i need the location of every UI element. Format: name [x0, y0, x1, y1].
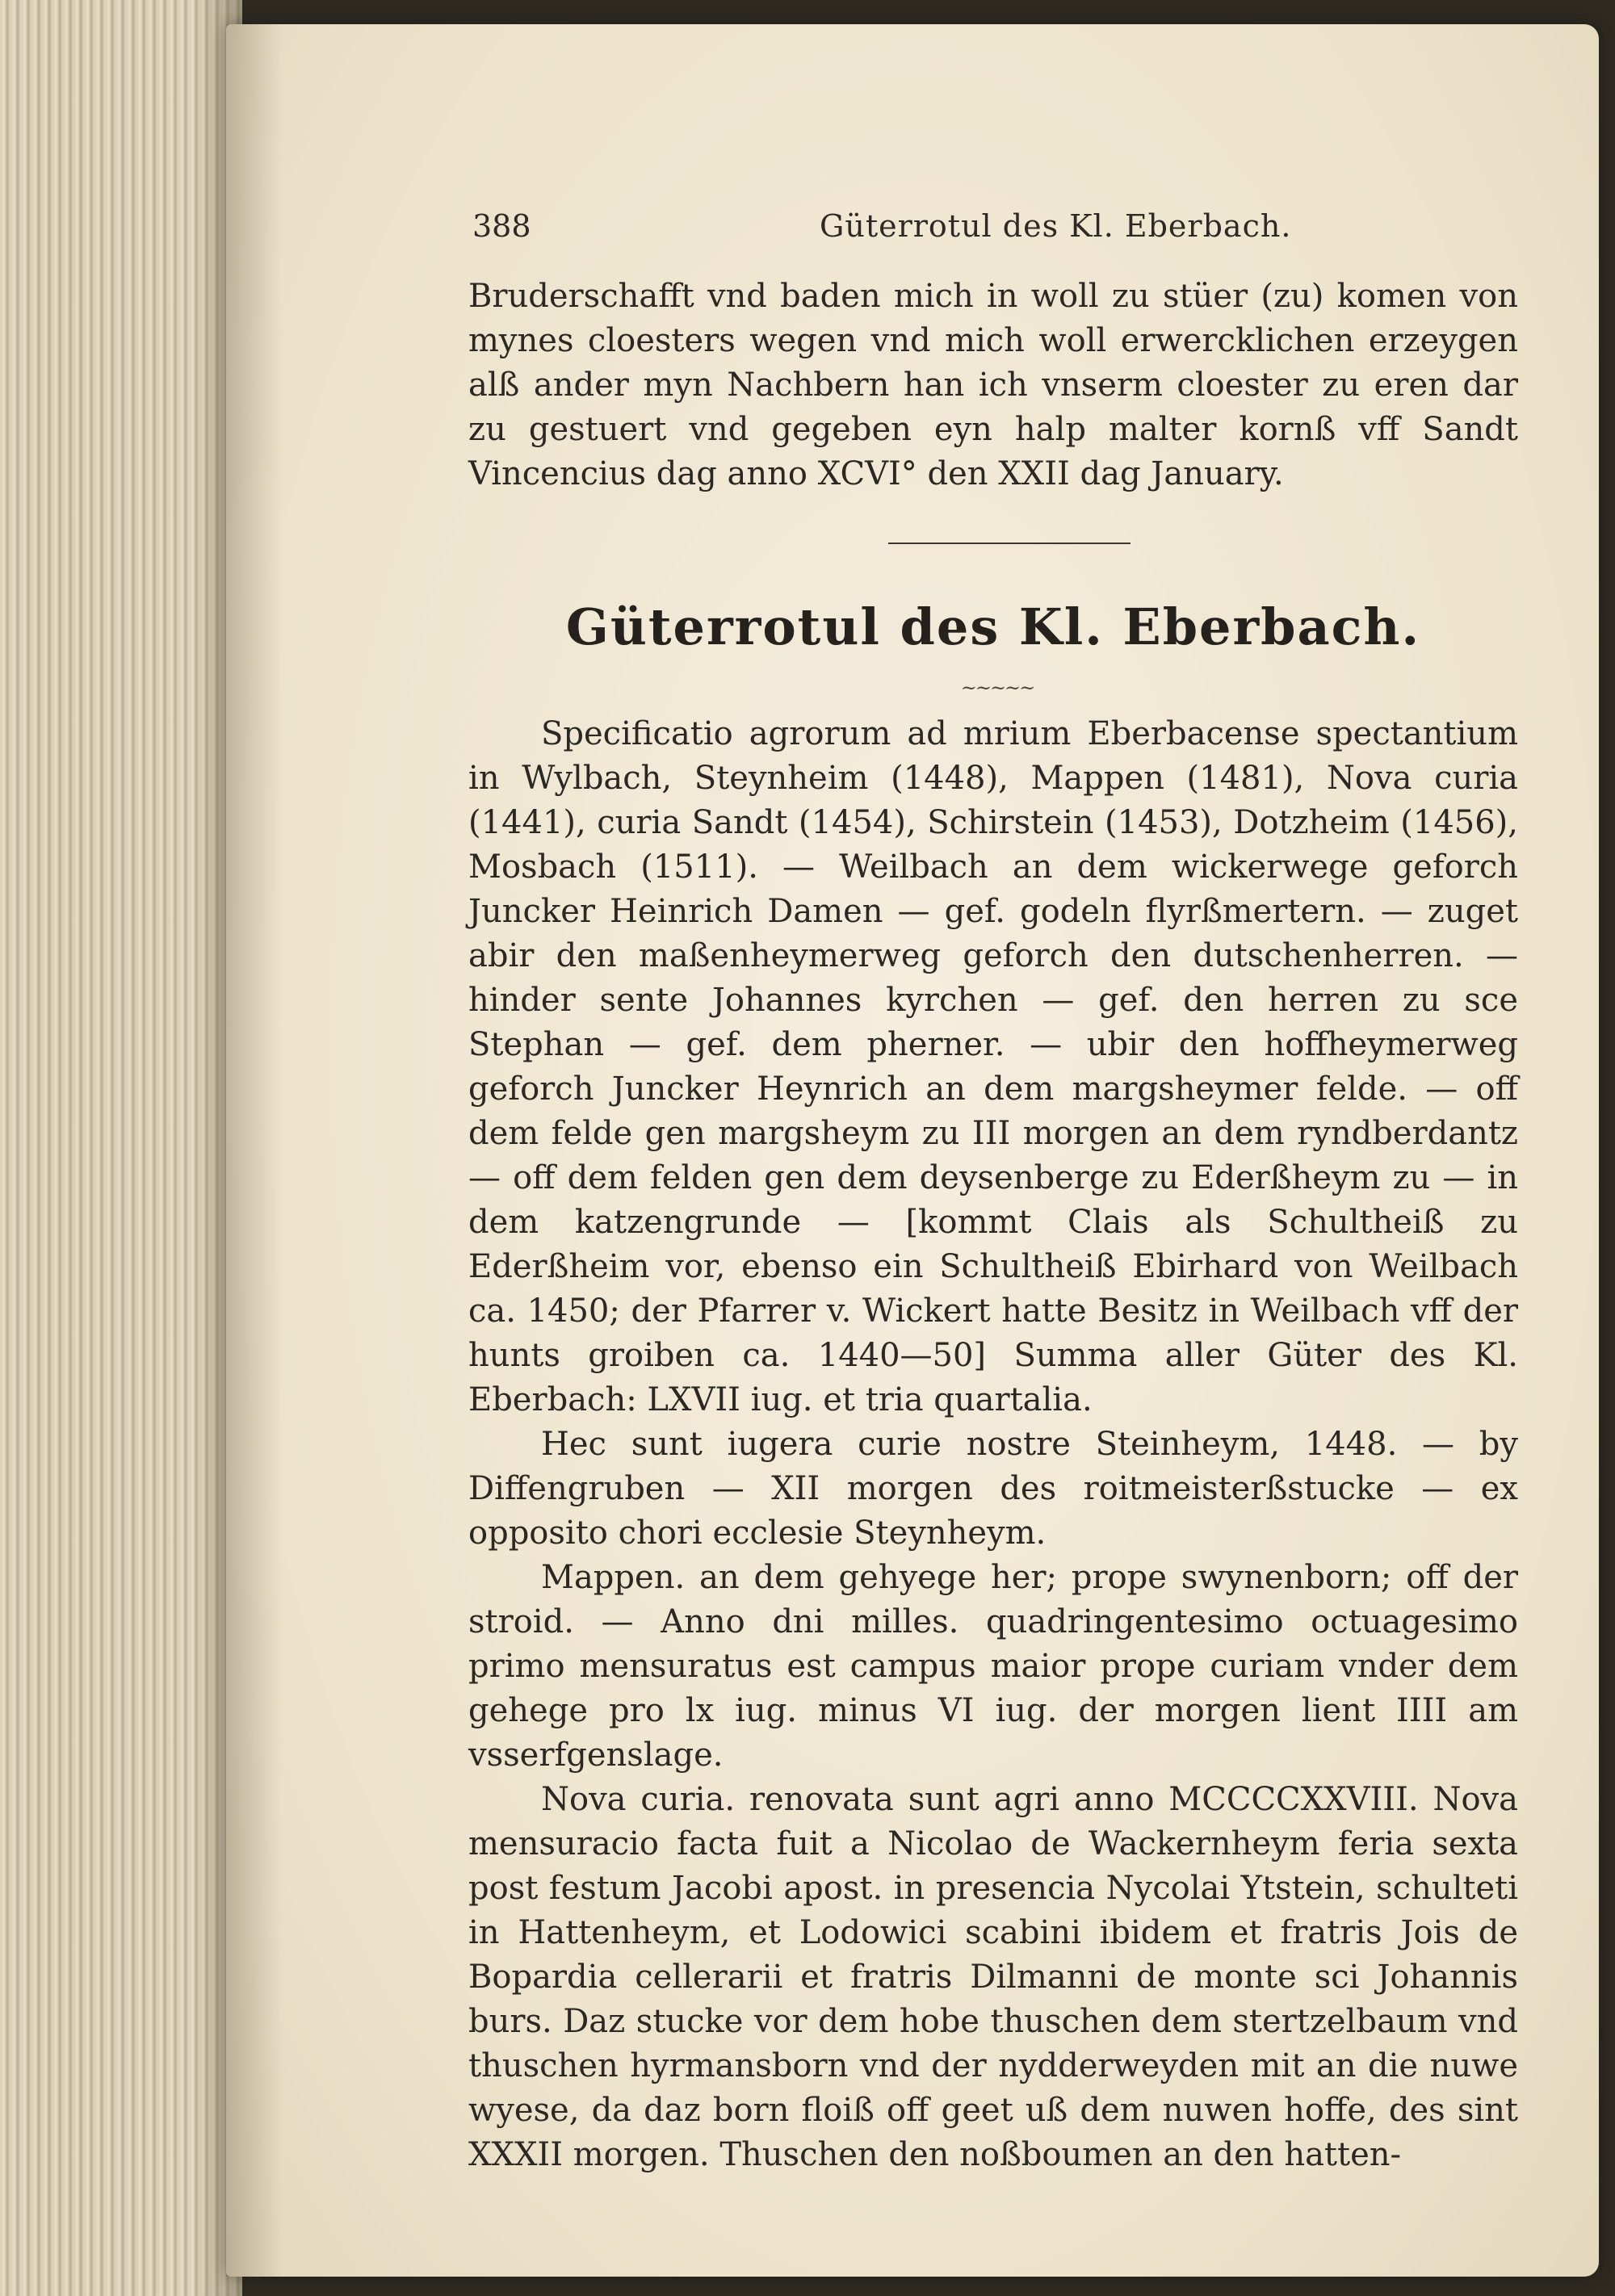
body-paragraph: Mappen. an dem gehyege her; prope swynenborn; off der stroid. — Anno dni milles. quadringentesimo octuagesimo primo mensuratus est campus maior prope curiam vnder dem gehege pro lx iug. minus VI iug. der morgen lient IIII am vsserfgenslage.: [468, 1559, 1518, 1774]
section-title: Güterrotul des Kl. Eberbach.: [565, 597, 1421, 656]
body-paragraph: Specificatio agrorum ad mrium Eberbacense spectantium in Wylbach, Steynheim (1448), Mappen (1481), Nova curia (1441), curia Sandt (1454), Schirstein (1453), Dotzheim (1456), Mosbach (1511). — Weilbach an dem wickerwege geforch Juncker Heinrich Damen — gef. godeln flyrßmertern. — zuget abir den maßenheymerweg geforch den dutschenherren. — hinder sente Johannes kyrchen — gef. den herren zu sce Stephan — gef. dem pherner. — ubir den hoffheymerweg geforch Juncker Heynrich an dem margsheymer felde. — off dem felde gen margsheym zu III morgen an dem ryndberdantz — off dem felden gen dem deysenberge zu Ederßheym zu — in dem katzengrunde — [kommt Clais als Schultheiß zu Ederßheim vor, ebenso ein Schultheiß Ebirhard von Weilbach ca. 1450; der Pfarrer v. Wickert hatte Besitz in Weilbach vff der hunts groiben ca. 1440—50] Summa aller Güter des Kl. Eberbach: LXVII iug. et tria quartalia.: [468, 715, 1518, 1418]
section-divider: [888, 543, 1130, 544]
running-head: Güterrotul des Kl. Eberbach.: [820, 208, 1292, 244]
previous-paragraph: Bruderschafft vnd baden mich in woll zu stüer (zu) komen von mynes cloesters wegen vnd mich woll erwercklichen erzeygen alß ander myn Nachbern han ich vnserm cloester zu eren dar zu gestuert vnd gegeben eyn halp malter kornß vff Sandt Vincencius dag anno XCVI° den XXII dag January.: [468, 278, 1518, 492]
previous-section-text: [468, 274, 1518, 496]
section-body: [468, 712, 1518, 2177]
page-number: 388: [472, 208, 531, 244]
body-paragraph: Hec sunt iugera curie nostre Steinheym, 1448. — by Diffengruben — XII morgen des roitmeisterßstucke — ex opposito chori ecclesie Steynheym.: [468, 1426, 1518, 1552]
body-paragraph: Nova curia. renovata sunt agri anno MCCCCXXVIII. Nova mensuracio facta fuit a Nicolao de Wackernheym feria sexta post festum Jacobi apost. in presencia Nycolai Ytstein, schulteti in Hattenheym, et Lodowici scabini ibidem et fratris Jois de Bopardia cellerarii et fratris Dilmanni de monte sci Johannis burs. Daz stucke vor dem hobe thuschen dem stertzelbaum vnd thuschen hyrmansborn vnd der nydderweyden mit an die nuwe wyese, da daz born floiß off geet uß dem nuwen hoffe, des sint XXXII morgen. Thuschen den noßboumen an den hatten-: [468, 1781, 1518, 2173]
title-ornament: ~~~~~: [960, 677, 1034, 699]
